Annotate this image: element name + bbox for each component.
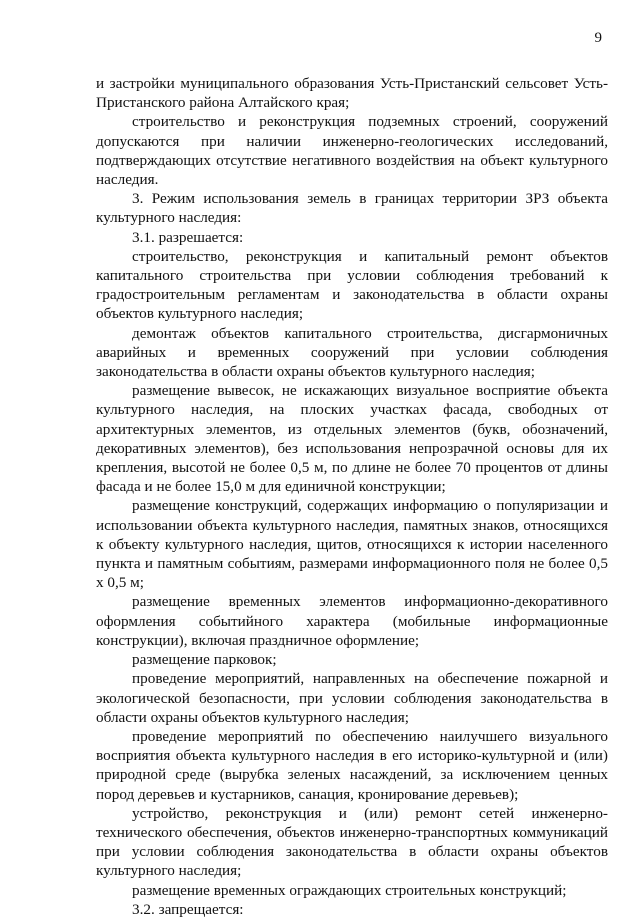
paragraph-information-structures: размещение конструкций, содержащих информацию о популяризации и использовании объекта культурного наследия, памятных знаков, относящихся к объекту культурного наследия, щитов, относящихся к истории населенного пункта и памятным событиям, размерами информационного поля не более 0,5 х 0,5 м; <box>96 497 608 592</box>
paragraph-signage: размещение вывесок, не искажающих визуальное восприятие объекта культурного наследия, на плоских участках фасада, свободных от архитектурных элементов, из отдельных элементов (букв, обозначений, декоративных элементов), без использования непрозрачной основы для их крепления, высотой не более 0,5 м, по длине не более 70 процентов от длины фасада и не более 15,0 м для единичной конструкции; <box>96 382 608 496</box>
paragraph-continuation: и застройки муниципального образования Усть-Пристанский сельсовет Усть-Пристанского района Алтайского края; <box>96 75 608 112</box>
paragraph-temporary-fences: размещение временных ограждающих строительных конструкций; <box>132 881 567 899</box>
section-heading-land-use-regime: 3. Режим использования земель в границах территории ЗРЗ объекта культурного наследия: <box>96 190 608 227</box>
paragraph-parking: размещение парковок; <box>132 651 277 669</box>
paragraph-construction-allowed: строительство, реконструкция и капитальный ремонт объектов капитального строительства при условии соблюдения требований к градостроительным регламентам и законодательства в области охраны объектов культурного наследия; <box>96 247 608 323</box>
document-body <box>96 74 608 919</box>
paragraph-fire-safety: проведение мероприятий, направленных на обеспечение пожарной и экологической безопасности, при условии соблюдения законодательства в области охраны объектов культурного наследия; <box>96 670 608 726</box>
page-number: 9 <box>594 30 602 46</box>
subsection-heading-allowed: 3.1. разрешается: <box>132 228 244 246</box>
paragraph-visual-perception: проведение мероприятий по обеспечению наилучшего визуального восприятия объекта культурного наследия в его историко-культурной и (или) природной среде (вырубка зеленых насаждений, за исключением ценных пород деревьев и кустарников, санация, кронирование деревьев); <box>96 727 608 803</box>
paragraph-temporary-decor: размещение временных элементов информационно-декоративного оформления событийного характера (мобильные информационные конструкции), включая праздничное оформление; <box>96 593 608 649</box>
paragraph-utility-networks: устройство, реконструкция и (или) ремонт сетей инженерно-технического обеспечения, объектов инженерно-транспортных коммуникаций при условии соблюдения законодательства в области охраны объектов культурного наследия; <box>96 804 608 880</box>
paragraph-underground-construction: строительство и реконструкция подземных строений, сооружений допускаются при наличии инженерно-геологических исследований, подтверждающих отсутствие негативного воздействия на объект культурного наследия. <box>96 113 608 189</box>
subsection-heading-prohibited: 3.2. запрещается: <box>132 900 244 918</box>
paragraph-demolition: демонтаж объектов капитального строительства, дисгармоничных аварийных и временных сооружений при условии соблюдения законодательства в области охраны объектов культурного наследия; <box>96 324 608 381</box>
